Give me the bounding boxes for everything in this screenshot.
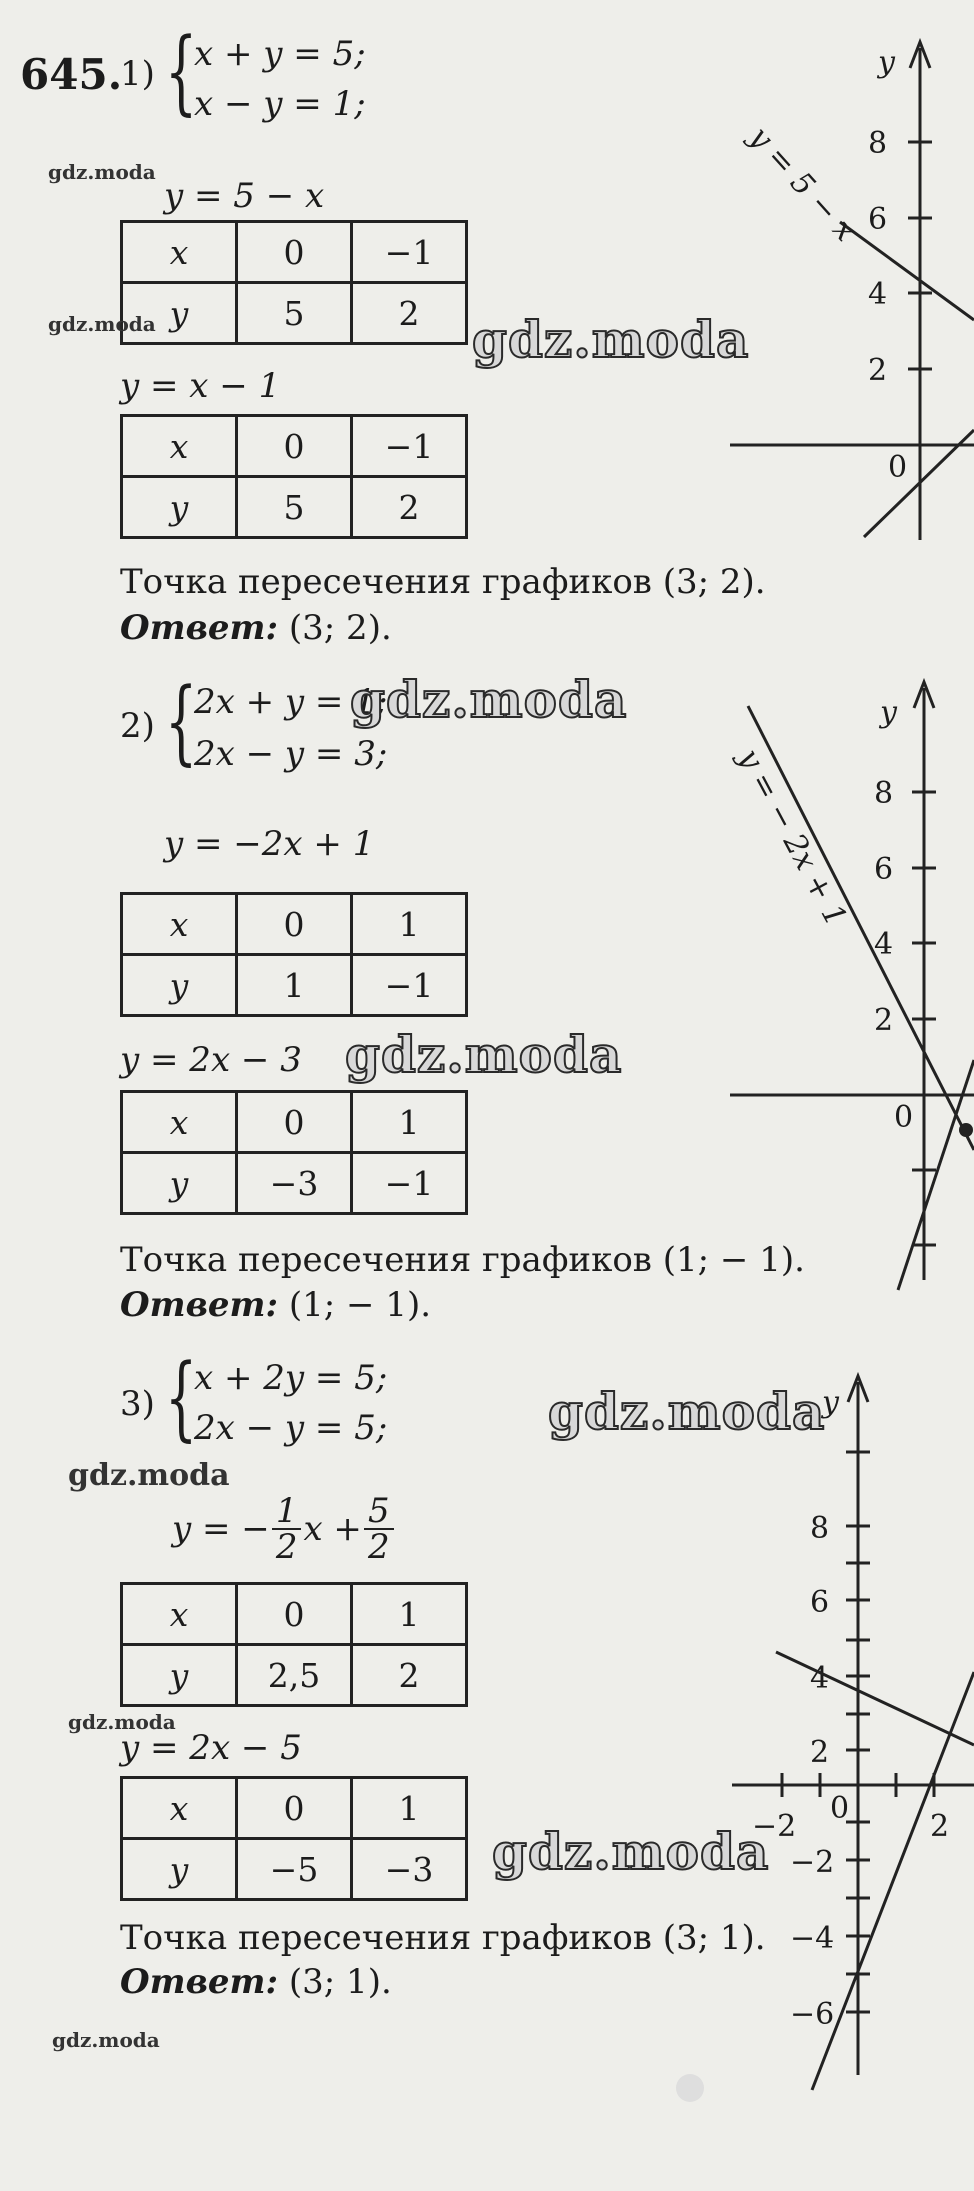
y-tick-label: 4: [810, 1661, 830, 1696]
watermark-big: gdz.moda: [345, 1025, 623, 1084]
answer-value: (1; − 1).: [278, 1285, 432, 1325]
y-tick-label: −6: [790, 1997, 835, 2032]
table-cell: 0: [237, 894, 352, 955]
table-cell: −1: [352, 416, 467, 477]
scan-dot: [676, 2074, 704, 2102]
watermark-small: gdz.moda: [48, 312, 156, 336]
table-header-x: x: [122, 222, 237, 283]
table-header-y: y: [122, 1839, 237, 1900]
part2-eq1: 2x + y = 1;: [194, 682, 388, 722]
table-cell: 2,5: [237, 1645, 352, 1706]
table-header-x: x: [122, 1584, 237, 1645]
watermark-small: gdz.moda: [68, 1710, 176, 1734]
part1-eq1: x + y = 5;: [194, 34, 366, 74]
answer-label: Ответ:: [120, 1962, 279, 2002]
table-header-x: x: [122, 894, 237, 955]
y-axis-label: y: [822, 1385, 839, 1420]
table-header-x: x: [122, 416, 237, 477]
fraction-numerator: 1: [272, 1494, 302, 1530]
part3-eq1: x + 2y = 5;: [194, 1358, 388, 1398]
watermark-big: gdz.moda: [492, 1822, 770, 1881]
table-cell: 1: [352, 1778, 467, 1839]
part3-intersection: Точка пересечения графиков (3; 1).: [120, 1918, 766, 1958]
table-cell: 5: [237, 283, 352, 344]
part1-func-b: y = x − 1: [120, 366, 281, 406]
part1-func-a: y = 5 − x: [164, 176, 325, 216]
func-prefix: y = −: [172, 1509, 270, 1549]
watermark-big: gdz.moda: [548, 1382, 826, 1441]
watermark-small: gdz.moda: [52, 2028, 160, 2052]
part2-func-b: y = 2x − 3: [120, 1040, 302, 1080]
table-cell: 2: [352, 477, 467, 538]
problem-number: 645.: [20, 50, 123, 99]
part3-brace: {: [165, 1344, 198, 1451]
part1-label: 1): [120, 54, 155, 94]
table-header-y: y: [122, 1153, 237, 1214]
watermark-small: gdz.moda: [48, 160, 156, 184]
part2-func-a: y = −2x + 1: [164, 824, 375, 864]
y-tick-label: 2: [868, 353, 888, 388]
watermark-big: gdz.moda: [350, 670, 628, 729]
y-tick-label: 8: [810, 1511, 830, 1546]
table-cell: −1: [352, 1153, 467, 1214]
table-cell: 0: [237, 1584, 352, 1645]
y-tick-label: −2: [790, 1845, 835, 1880]
line-y-minus-half-x-plus-5-2: [776, 1652, 974, 1745]
y-axis-label: y: [880, 695, 897, 730]
table-cell: 1: [237, 955, 352, 1016]
table-cell: −1: [352, 222, 467, 283]
part3-label: 3): [120, 1384, 155, 1424]
table-cell: −3: [237, 1153, 352, 1214]
answer-label: Ответ:: [120, 1285, 279, 1325]
table-cell: 0: [237, 1092, 352, 1153]
part1-intersection: Точка пересечения графиков (3; 2).: [120, 562, 766, 602]
y-tick-label: 8: [868, 126, 888, 161]
x-tick-label: 0: [830, 1791, 850, 1826]
part2-intersection: Точка пересечения графиков (1; − 1).: [120, 1240, 805, 1280]
part2-label: 2): [120, 706, 155, 746]
y-tick-label: 2: [810, 1735, 830, 1770]
line-label: y = − 2x + 1: [730, 743, 854, 933]
y-tick-label: 8: [874, 776, 894, 811]
y-tick-label: 0: [894, 1100, 914, 1135]
watermark-big: gdz.moda: [472, 310, 750, 369]
table-cell: 0: [237, 222, 352, 283]
y-tick-label: 4: [874, 927, 894, 962]
table-header-y: y: [122, 283, 237, 344]
y-axis-label: y: [878, 45, 895, 80]
fraction-denominator: 2: [367, 1527, 390, 1567]
table-cell: −3: [352, 1839, 467, 1900]
part3-func-b: y = 2x − 5: [120, 1728, 302, 1768]
table-cell: 0: [237, 416, 352, 477]
table-cell: 0: [237, 1778, 352, 1839]
table-cell: 2: [352, 1645, 467, 1706]
y-tick-label: 4: [868, 277, 888, 312]
x-tick-label: −2: [752, 1809, 797, 1844]
watermark-small: gdz.moda: [68, 1458, 230, 1493]
table-header-x: x: [122, 1092, 237, 1153]
y-tick-label: −4: [790, 1921, 835, 1956]
table-cell: 5: [237, 477, 352, 538]
fraction-numerator: 5: [364, 1494, 394, 1530]
table-header-y: y: [122, 955, 237, 1016]
y-tick-label: 0: [888, 450, 908, 485]
fraction-denominator: 2: [275, 1527, 298, 1567]
table-header-y: y: [122, 1645, 237, 1706]
y-tick-label: 6: [810, 1585, 830, 1620]
table-header-x: x: [122, 1778, 237, 1839]
part1-eq2: x − y = 1;: [194, 84, 366, 124]
answer-label: Ответ:: [120, 608, 279, 648]
line-y-2x-minus-5: [812, 1672, 974, 2090]
answer-value: (3; 1).: [278, 1962, 392, 2002]
y-tick-label: 6: [874, 852, 894, 887]
y-tick-label: 2: [874, 1003, 894, 1038]
func-mid: x +: [303, 1509, 362, 1549]
y-tick-label: 6: [868, 202, 888, 237]
table-cell: −1: [352, 955, 467, 1016]
table-cell: 1: [352, 894, 467, 955]
table-cell: 1: [352, 1092, 467, 1153]
table-cell: −5: [237, 1839, 352, 1900]
table-header-y: y: [122, 477, 237, 538]
table-cell: 1: [352, 1584, 467, 1645]
part3-eq2: 2x − y = 5;: [194, 1408, 388, 1448]
line-label: y = 5 − x: [742, 119, 863, 249]
answer-value: (3; 2).: [278, 608, 392, 648]
table-cell: 2: [352, 283, 467, 344]
x-tick-label: 2: [930, 1809, 950, 1844]
part2-eq2: 2x − y = 3;: [194, 734, 388, 774]
part1-brace: {: [165, 18, 198, 125]
part2-brace: {: [165, 668, 198, 775]
